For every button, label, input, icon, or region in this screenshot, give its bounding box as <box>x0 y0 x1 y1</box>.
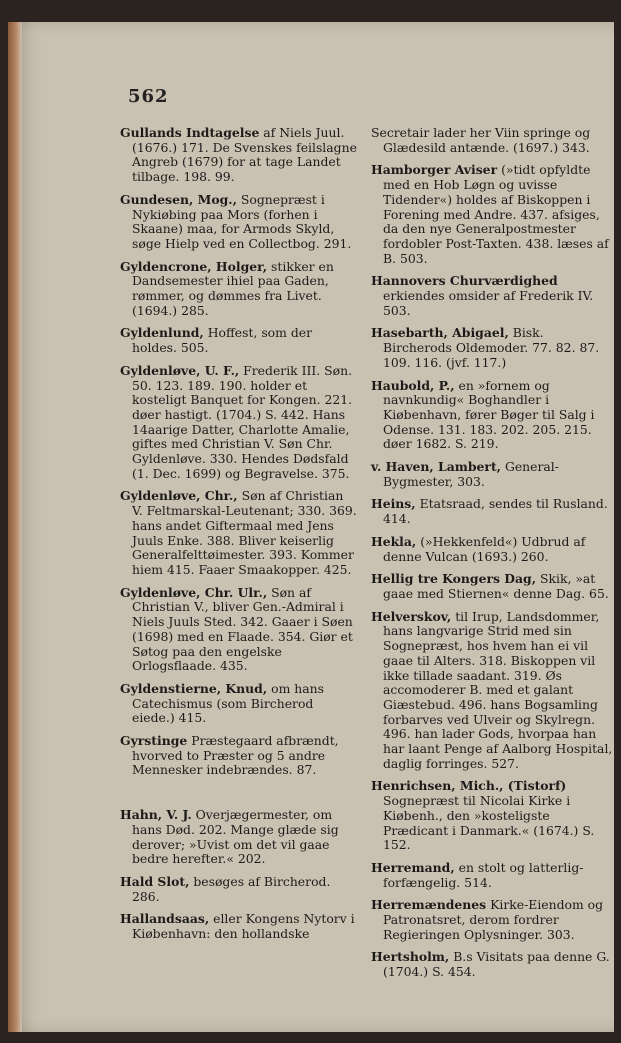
entry-heading: Gundesen, Mog., <box>120 191 237 207</box>
index-entry <box>120 682 358 726</box>
entry-heading: Hahn, V. J. <box>120 807 192 823</box>
index-entry <box>371 861 614 890</box>
index-entry <box>371 610 614 772</box>
index-entry <box>371 898 614 942</box>
entry-text: eller Kongens Nytorv i Kiøbenhavn: den hollandske <box>132 911 355 942</box>
entry-heading: Herremændenes <box>371 897 487 913</box>
section-gap <box>120 786 358 808</box>
entry-text: B.s Visitats paa denne G. (1704.) S. 454. <box>383 949 610 980</box>
entry-text: Frederik III. Søn. 50. 123. 189. 190. holder et kosteligt Banquet for Kongen. 221. døer hastigt. (1704.) S. 442. Hans 14aarige Datter, Charlotte Amalie, giftes med Christian V. Søn Chr. Gyldenløve. 330. Hendes Dødsfald (1. Dec. 1699) og Begravelse. 375. <box>132 362 353 481</box>
entry-text: Bisk. Bircherods Oldemoder. 77. 82. 87. 109. 116. (jvf. 117.) <box>383 325 600 370</box>
entry-heading: Heins, <box>371 496 416 512</box>
index-entry <box>120 364 358 482</box>
entry-heading: Gyldenløve, Chr., <box>120 488 238 504</box>
index-entry <box>371 274 614 318</box>
entry-text: erkiendes omsider af Frederik IV. 503. <box>383 288 594 318</box>
entry-heading: Hald Slot, <box>120 873 190 889</box>
index-entry <box>371 460 614 489</box>
entry-text: General-Bygmester, 303. <box>383 459 559 489</box>
index-entry <box>371 379 614 453</box>
index-entry <box>120 912 358 941</box>
index-entry <box>120 193 358 252</box>
entry-heading: Gyldenstierne, Knud, <box>120 680 268 696</box>
index-entry <box>371 326 614 370</box>
entry-heading: Hasebarth, Abigael, <box>371 325 509 341</box>
entry-heading: Gyldenløve, Chr. Ulr., <box>120 584 268 600</box>
entry-heading: Gyrstinge <box>120 733 188 749</box>
entry-text: om hans Catechismus (som Bircherod eiede.) 415. <box>132 680 324 726</box>
index-entry <box>120 586 358 674</box>
entry-heading: Hannovers Churværdighed <box>371 273 558 289</box>
entry-heading: Hellig tre Kongers Dag, <box>371 571 537 587</box>
index-column-left <box>120 126 358 950</box>
entry-heading: Gullands Indtagelse <box>120 125 260 140</box>
entry-text: (»Hekkenfeld«) Udbrud af denne Vulcan (1693.) 260. <box>383 533 586 564</box>
entry-text: Sognepræst i Nykiøbing paa Mors (forhen i Skaane) maa, for Armods Skyld, søge Hielp ved en Collectbog. 291. <box>132 191 352 251</box>
entry-heading: Hamborger Aviser <box>371 162 498 178</box>
entry-text: en stolt og latterlig-forfængelig. 514. <box>383 859 584 890</box>
index-entry <box>371 950 614 979</box>
index-entry <box>371 126 614 155</box>
entry-text: stikker en Dandsemester ihiel paa Gaden, rømmer, og dømmes fra Livet. (1694.) 285. <box>132 258 334 318</box>
entry-text: af Niels Juul. (1676.) 171. De Svenskes feilslagne Angreb (1679) for at tage Landet tilbage. 198. 99. <box>132 125 357 185</box>
index-entry <box>120 126 358 185</box>
index-entry <box>120 875 358 904</box>
entry-heading: Gyldencrone, Holger, <box>120 258 268 274</box>
entry-heading: Hekla, <box>371 533 417 549</box>
entry-heading: Hallandsaas, <box>120 911 210 927</box>
entry-heading: v. Haven, Lambert, <box>371 459 501 475</box>
entry-text: en »fornem og navnkundig« Boghandler i Kiøbenhavn, fører Bøger til Salg i Odense. 131. 183. 202. 205. 215. døer 1682. S. 219. <box>383 377 595 452</box>
entry-text: Søn af Christian V. Feltmarskal-Leutenant; 330. 369. hans andet Giftermaal med Jens Juuls Enke. 388. Bliver keiserlig Generalfelttøimester. 393. Kommer hiem 415. Faaer Smaakopper. 425. <box>132 488 357 577</box>
entry-text: besøges af Bircherod. 286. <box>132 873 331 904</box>
index-entry <box>371 497 614 526</box>
index-entry <box>371 572 614 601</box>
page-number: 562 <box>128 86 169 107</box>
entry-heading: Helverskov, <box>371 608 452 624</box>
index-entry <box>120 260 358 319</box>
entry-text: Søn af Christian V., bliver Gen.-Admiral i Niels Juuls Sted. 342. Gaaer i Søen (1698) med en Flaade. 354. Giør et Søtog paa den engelske Orlogsflaade. 435. <box>132 584 353 674</box>
entry-heading: Haubold, P., <box>371 377 455 393</box>
entry-text: Secretair lader her Viin springe og Glædesild antænde. (1697.) 343. <box>371 125 591 155</box>
entry-text: Hoffest, som der holdes. 505. <box>132 325 313 356</box>
entry-heading: Hertsholm, <box>371 949 450 965</box>
index-entry <box>120 808 358 867</box>
entry-text: Overjægermester, om hans Død. 202. Mange glæde sig derover; »Uvist om det vil gaae bedre herefter.« 202. <box>132 807 339 867</box>
entry-heading: Herremand, <box>371 859 455 875</box>
index-entry <box>120 326 358 355</box>
entry-text: Kirke-Eiendom og Patronatsret, derom fordrer Regieringen Oplysninger. 303. <box>383 897 604 942</box>
index-entry <box>371 535 614 564</box>
entry-text: Præstegaard afbrændt, hvorved to Præster og 5 andre Mennesker indebrændes. 87. <box>132 733 339 778</box>
entry-heading: Gyldenløve, U. F., <box>120 362 240 378</box>
entry-text: til Irup, Landsdommer, hans langvarige Strid med sin Sognepræst, hos hvem han ei vil gaae til Alters. 318. Biskoppen vil ikke tillade saadant. 319. Øs accomoderer B. med et galant Giæstebud. 496. hans Bogsamling forbarves ved Ulveir og Skylregn. 496. han lader Gods, hvorpaa han har laant Penge af Aalborg Hospital, daglig forringes. 527. <box>383 608 613 771</box>
book-spine <box>8 22 22 1032</box>
index-entry <box>120 734 358 778</box>
index-column-right <box>371 126 614 988</box>
entry-text: Etatsraad, sendes til Rusland. 414. <box>383 496 608 527</box>
index-entry <box>120 489 358 577</box>
entry-heading: Henrichsen, Mich., (Tistorf) <box>371 778 567 794</box>
entry-text: (»tidt opfyldte med en Hob Løgn og uvisse Tidender«) holdes af Biskoppen i Forening med Andre. 437. afsiges, da den nye Generalpostmester fordobler Post-Taxten. 438. læses af B. 503. <box>383 162 609 266</box>
book-page <box>8 22 614 1032</box>
entry-heading: Gyldenlund, <box>120 325 204 341</box>
entry-text: Skik, »at gaae med Stiernen« denne Dag. 65. <box>383 571 609 601</box>
entry-text: Sognepræst til Nicolai Kirke i Kiøbenh., den »kosteligste Prædicant i Danmark.« (1674.) S. 152. <box>383 793 595 853</box>
index-entry <box>371 779 614 853</box>
index-entry <box>371 163 614 266</box>
